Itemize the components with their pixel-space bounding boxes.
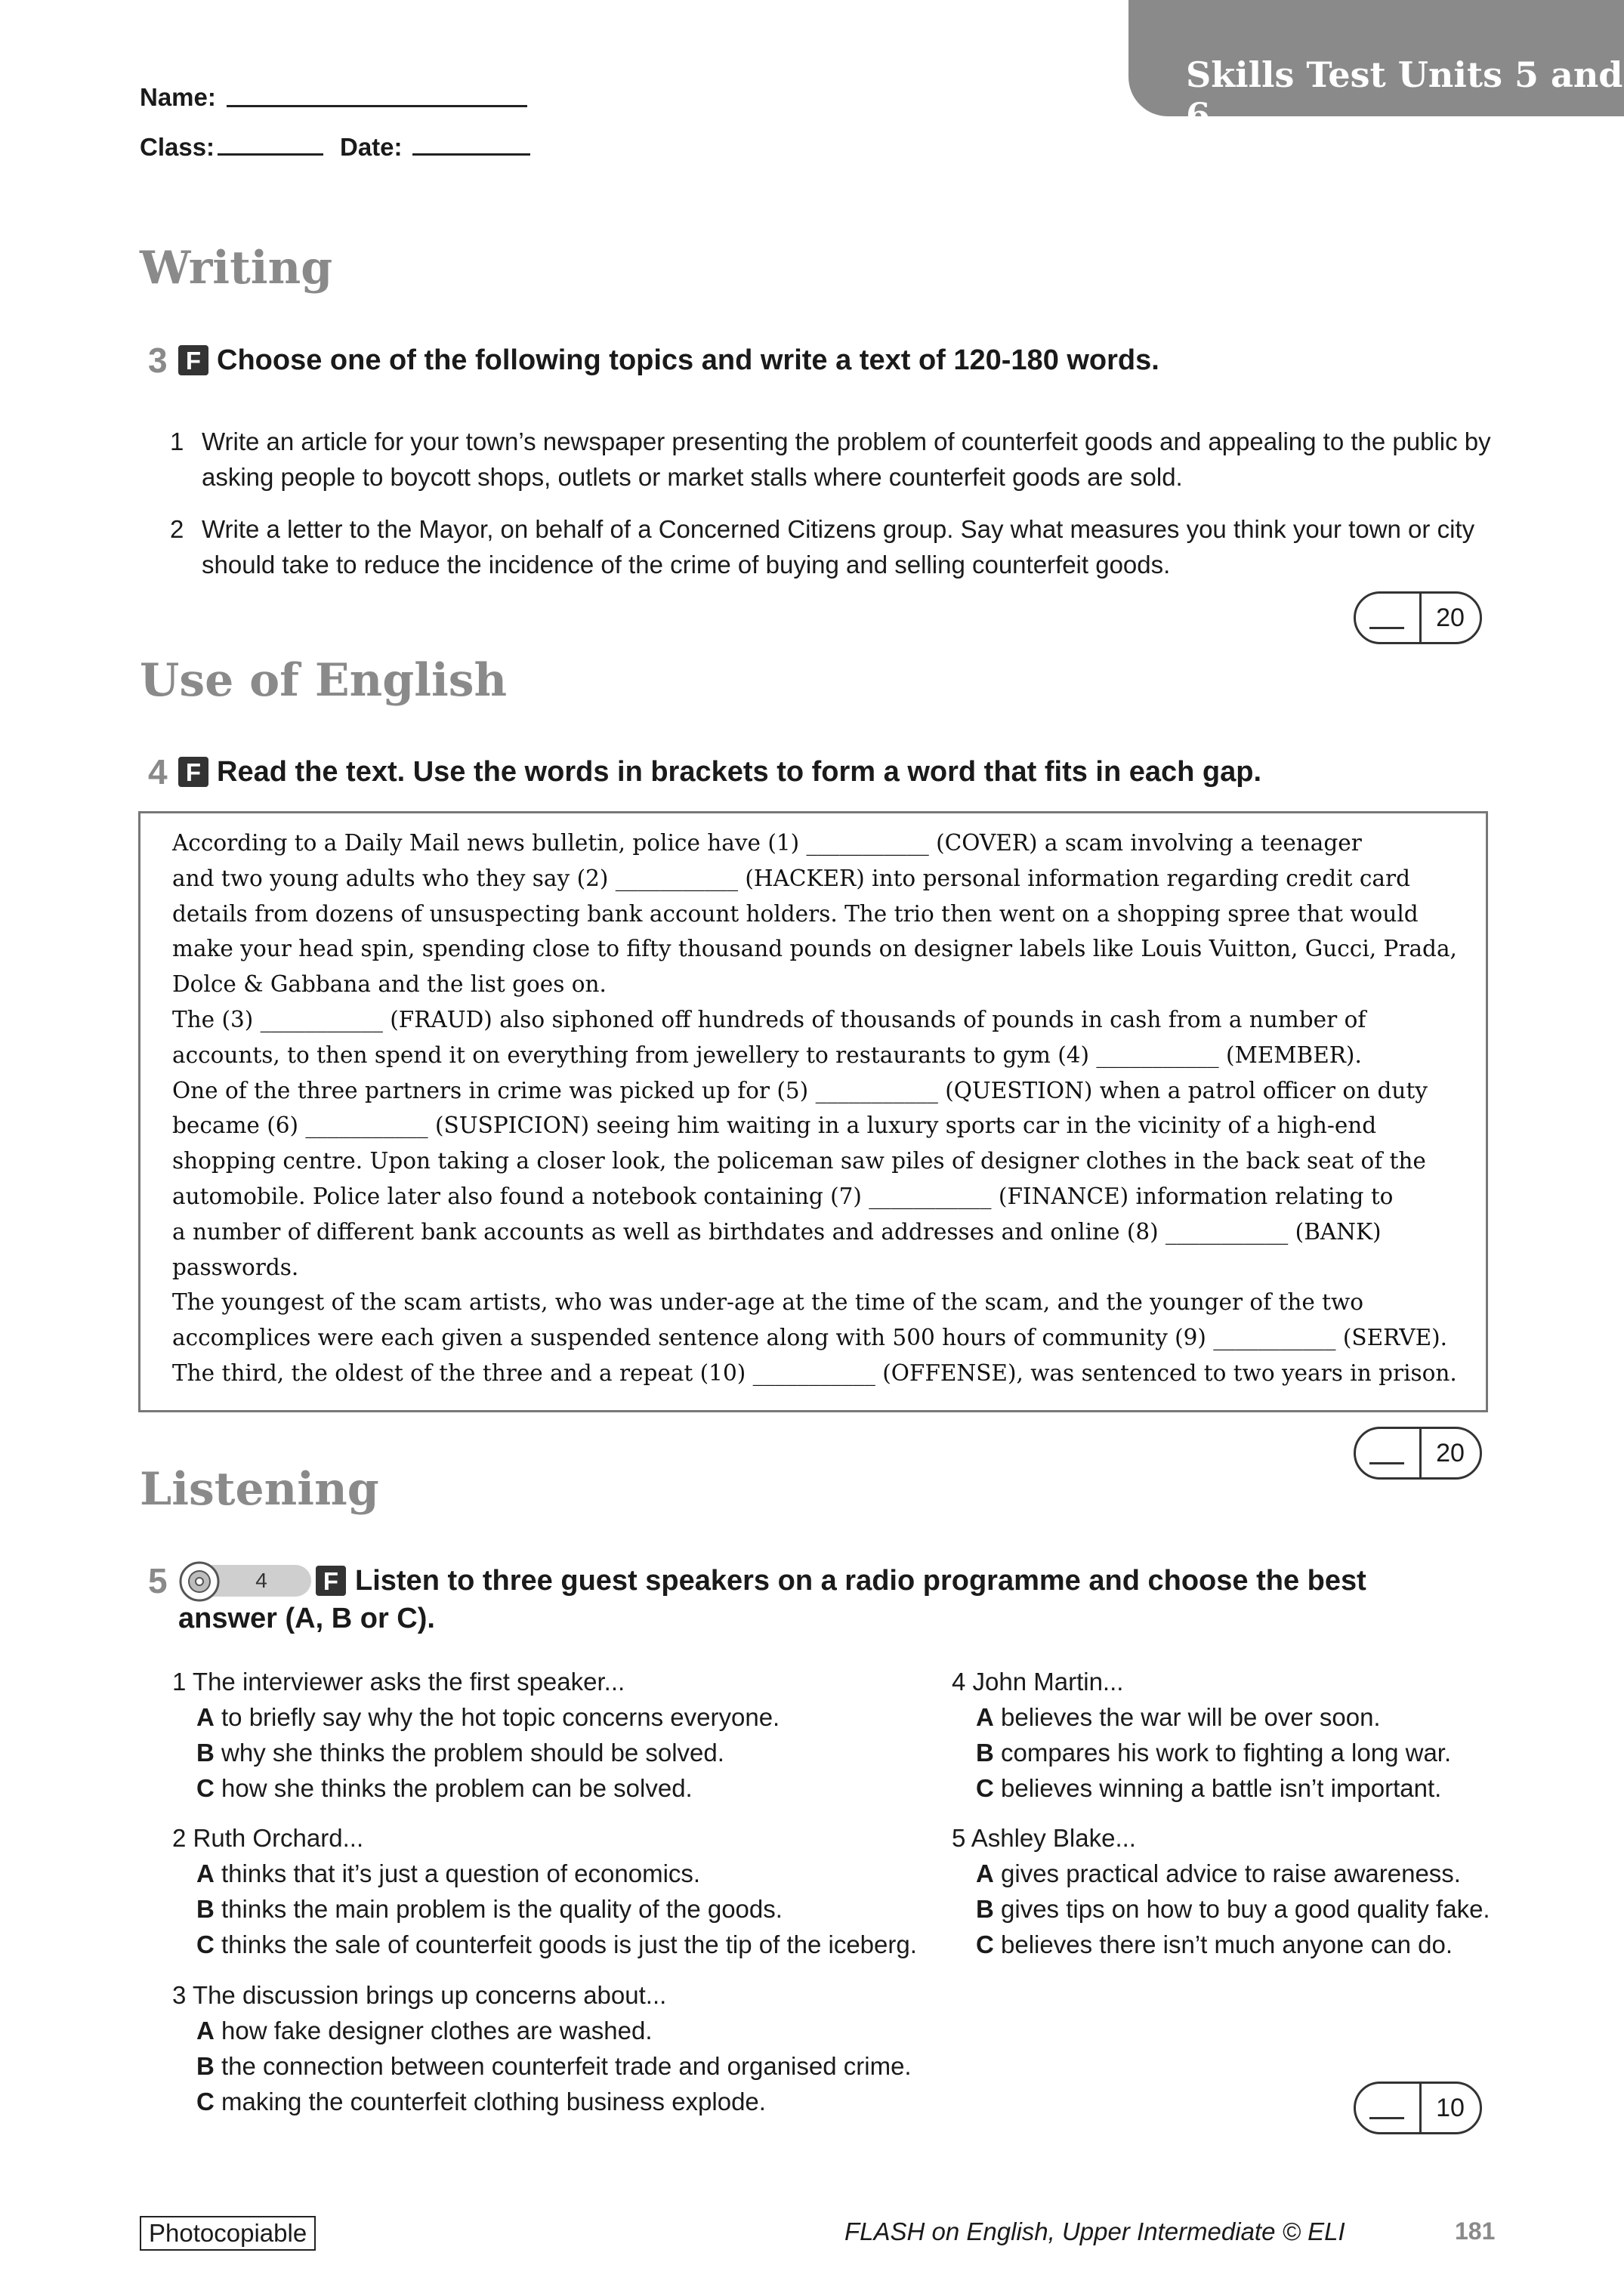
- option-text: how fake designer clothes are washed.: [214, 2017, 653, 2044]
- score-total: 20: [1436, 1439, 1465, 1467]
- option-a[interactable]: [952, 1699, 1451, 1735]
- question-2: [172, 1820, 917, 1962]
- option-letter: C: [976, 1774, 994, 1802]
- topic-number: 2: [170, 515, 184, 543]
- topic-text: Write a letter to the Mayor, on behalf of a Concerned Citizens group. Say what measures you think your town or city should take to reduce the incidence of the crime of buying and selling counterfeit goods.: [202, 515, 1475, 579]
- option-text: gives practical advice to raise awareness.: [993, 1859, 1461, 1887]
- writing-instruction: Choose one of the following topics and write a text of 120-180 words.: [217, 344, 1159, 376]
- topic-text: Write an article for your town’s newspaper presenting the problem of counterfeit goods and appealing to the public by asking people to boycott shops, outlets or market stalls where counterfeit goods are sold.: [202, 427, 1491, 491]
- text-line: The youngest of the scam artists, who was under-age at the time of the scam, and the younger of the two: [172, 1289, 1364, 1316]
- writing-score-box[interactable]: [1354, 591, 1482, 644]
- option-text: why she thinks the problem should be solved.: [214, 1739, 724, 1767]
- option-letter: A: [976, 1703, 994, 1731]
- text-line: shopping centre. Upon taking a closer look, the policeman saw piles of designer clothes in the back seat of the: [172, 1148, 1426, 1174]
- test-title-tab: [1128, 0, 1624, 136]
- option-c[interactable]: [172, 1927, 917, 1962]
- option-text: making the counterfeit clothing business explode.: [214, 2088, 766, 2115]
- text-line: became (6) ___________ (SUSPICION) seeing him waiting in a luxury sports car in the vicinity of a high-end: [172, 1113, 1377, 1139]
- question-stem: 4 John Martin...: [952, 1668, 1124, 1696]
- text-line: One of the three partners in crime was picked up for (5) ___________ (QUESTION) when a patrol officer on duty: [172, 1077, 1428, 1103]
- question-5: [952, 1820, 1490, 1962]
- audio-track-number: 4: [211, 1565, 311, 1597]
- option-letter: C: [976, 1930, 994, 1958]
- score-blank: [1369, 627, 1404, 629]
- option-text: thinks the sale of counterfeit goods is just the tip of the iceberg.: [214, 1930, 917, 1958]
- text-line: details from dozens of unsuspecting bank account holders. The trio then went on a shopping spree that would: [172, 900, 1419, 927]
- option-text: the connection between counterfeit trade and organised crime.: [214, 2052, 912, 2080]
- option-letter: A: [976, 1859, 994, 1887]
- question-stem: 5 Ashley Blake...: [952, 1824, 1136, 1852]
- option-b[interactable]: [172, 1735, 780, 1770]
- option-text: believes winning a battle isn’t important.: [993, 1774, 1442, 1802]
- page-number: 181: [1455, 2217, 1496, 2245]
- option-text: gives tips on how to buy a good quality fake.: [993, 1895, 1490, 1923]
- question-4: [952, 1664, 1451, 1806]
- text-line: and two young adults who they say (2) ___________ (HACKER) into personal information regarding credit card: [172, 865, 1410, 891]
- text-line: accomplices were each given a suspended sentence along with 500 hours of community (9) ___________ (SERVE).: [172, 1325, 1448, 1351]
- option-letter: C: [196, 2088, 215, 2115]
- option-c[interactable]: [172, 2084, 912, 2119]
- question-1: [172, 1664, 780, 1806]
- class-field[interactable]: [218, 153, 323, 156]
- writing-exercise-number: 3: [148, 341, 168, 380]
- option-text: how she thinks the problem can be solved.: [214, 1774, 693, 1802]
- option-b[interactable]: [952, 1735, 1451, 1770]
- option-letter: B: [976, 1739, 994, 1767]
- text-line: automobile. Police later also found a notebook containing (7) ___________ (FINANCE) information relating to: [172, 1183, 1394, 1209]
- writing-topic-1: [170, 424, 1499, 495]
- text-line: a number of different bank accounts as well as birthdates and addresses and online (8) ___________ (BANK): [172, 1218, 1382, 1245]
- text-line: Dolce & Gabbana and the list goes on.: [172, 971, 607, 998]
- option-letter: B: [196, 1895, 215, 1923]
- option-letter: C: [196, 1774, 215, 1802]
- score-total: 20: [1436, 603, 1465, 632]
- f-badge: F: [316, 1566, 346, 1596]
- use-of-english-title: Use of English: [140, 654, 508, 707]
- option-letter: B: [196, 1739, 215, 1767]
- option-text: believes the war will be over soon.: [993, 1703, 1381, 1731]
- question-stem: 1 The interviewer asks the first speaker...: [172, 1668, 625, 1696]
- photocopiable-label: Photocopiable: [140, 2216, 316, 2251]
- listening-title: Listening: [140, 1463, 379, 1516]
- text-line: The (3) ___________ (FRAUD) also siphoned off hundreds of thousands of pounds in cash from a number of: [172, 1006, 1366, 1032]
- option-letter: A: [196, 2017, 215, 2044]
- option-b[interactable]: [952, 1891, 1490, 1927]
- option-text: believes there isn’t much anyone can do.: [993, 1930, 1453, 1958]
- option-c[interactable]: [952, 1927, 1490, 1962]
- question-stem: 2 Ruth Orchard...: [172, 1824, 364, 1852]
- text-line: According to a Daily Mail news bulletin, police have (1) ___________ (COVER) a scam involving a teenager: [172, 830, 1362, 856]
- listening-score-box[interactable]: [1354, 2082, 1482, 2134]
- writing-title: Writing: [140, 242, 333, 295]
- option-letter: A: [196, 1859, 215, 1887]
- option-text: compares his work to fighting a long war.: [993, 1739, 1452, 1767]
- use-of-english-exercise-number: 4: [148, 752, 168, 792]
- gap-fill-text: [138, 811, 1488, 1412]
- f-badge: F: [178, 757, 208, 787]
- cd-icon: [178, 1560, 221, 1603]
- option-text: thinks that it’s just a question of economics.: [214, 1859, 701, 1887]
- name-label: Name:: [140, 83, 216, 111]
- test-title: Skills Test Units 5 and 6: [1186, 54, 1623, 136]
- text-line: passwords.: [172, 1254, 299, 1280]
- score-blank: [1369, 1462, 1404, 1464]
- option-a[interactable]: [172, 1856, 917, 1891]
- question-stem: 3 The discussion brings up concerns about...: [172, 1981, 667, 2009]
- option-letter: A: [196, 1703, 215, 1731]
- text-line: make your head spin, spending close to fifty thousand pounds on designer labels like Louis Vuitton, Gucci, Prada,: [172, 936, 1457, 962]
- class-label: Class:: [140, 133, 215, 161]
- option-text: thinks the main problem is the quality of the goods.: [214, 1895, 783, 1923]
- listening-exercise-number: 5: [148, 1561, 168, 1600]
- option-a[interactable]: [952, 1856, 1490, 1891]
- text-line: The third, the oldest of the three and a repeat (10) ___________ (OFFENSE), was sentenced to two years in prison.: [172, 1359, 1457, 1386]
- option-b[interactable]: [172, 2048, 912, 2084]
- use-of-english-instruction: Read the text. Use the words in brackets to form a word that fits in each gap.: [217, 756, 1262, 788]
- name-field[interactable]: [227, 105, 527, 107]
- option-c[interactable]: [172, 1770, 780, 1806]
- score-total: 10: [1436, 2094, 1465, 2122]
- option-c[interactable]: [952, 1770, 1451, 1806]
- option-letter: B: [196, 2052, 215, 2080]
- option-b[interactable]: [172, 1891, 917, 1927]
- listening-instruction-line2: answer (A, B or C).: [178, 1603, 435, 1634]
- listening-instruction-line1: Listen to three guest speakers on a radio programme and choose the best: [355, 1565, 1366, 1597]
- text-line: accounts, to then spend it on everything from jewellery to restaurants to gym (4) ___________ (MEMBER).: [172, 1042, 1362, 1068]
- option-letter: B: [976, 1895, 994, 1923]
- option-a[interactable]: [172, 1699, 780, 1735]
- use-of-english-score-box[interactable]: [1354, 1427, 1482, 1480]
- question-3: [172, 1977, 912, 2119]
- footer-credit: FLASH on English, Upper Intermediate © ELI: [844, 2217, 1345, 2245]
- score-blank: [1369, 2117, 1404, 2119]
- f-badge: F: [178, 345, 208, 375]
- date-field[interactable]: [412, 153, 530, 156]
- writing-topic-2: [170, 511, 1499, 582]
- option-letter: C: [196, 1930, 215, 1958]
- option-a[interactable]: [172, 2013, 912, 2048]
- option-text: to briefly say why the hot topic concerns everyone.: [214, 1703, 780, 1731]
- date-label: Date:: [340, 133, 403, 161]
- topic-number: 1: [170, 427, 184, 455]
